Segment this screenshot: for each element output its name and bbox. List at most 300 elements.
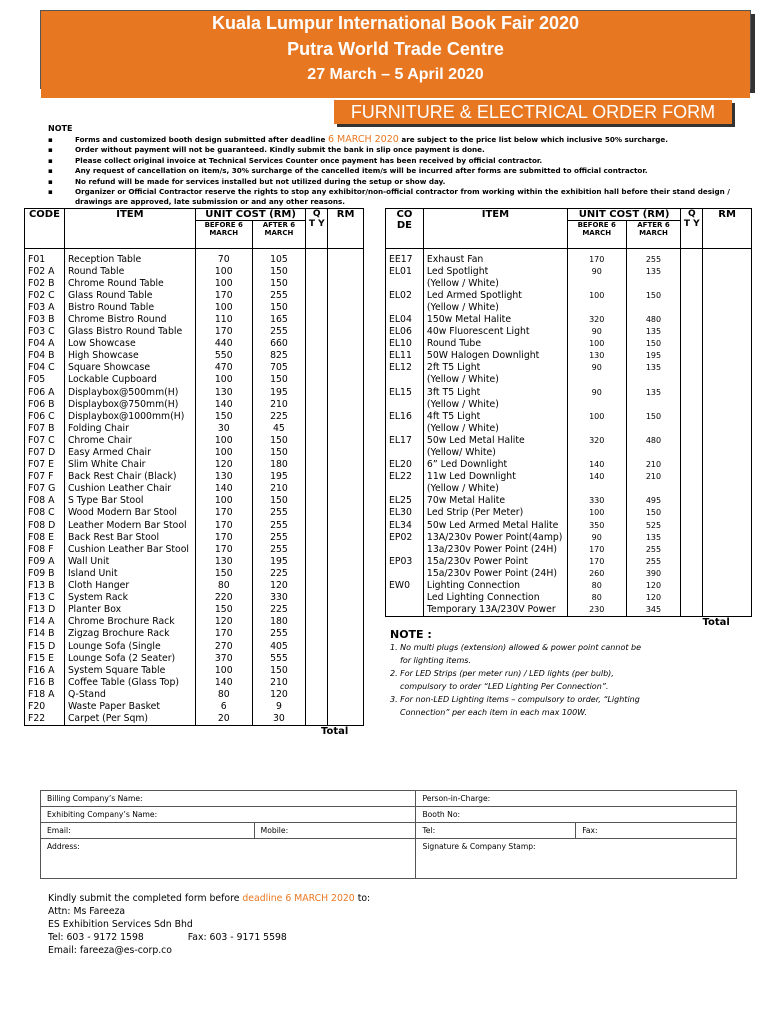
after-price-cell: 195 <box>252 471 306 483</box>
rm-cell[interactable] <box>703 399 752 411</box>
qty-cell[interactable] <box>681 278 703 290</box>
item-cell: Displaybox@1000mm(H) <box>64 411 195 423</box>
qty-cell[interactable] <box>681 483 703 495</box>
rm-cell[interactable] <box>703 447 752 459</box>
qty-cell[interactable] <box>681 423 703 435</box>
rm-cell[interactable] <box>328 616 364 628</box>
booth-no-field[interactable]: Booth No: <box>416 807 737 823</box>
after-price-cell: 480 <box>626 314 681 326</box>
form-title: FURNITURE & ELECTRICAL ORDER FORM <box>334 100 732 124</box>
note-line: Connection” per each item in each max 100W. <box>400 708 587 717</box>
rm-cell[interactable] <box>703 411 752 423</box>
code-cell: F04 A <box>25 338 65 350</box>
after-price-cell: 150 <box>626 290 681 302</box>
before-price-cell: 100 <box>195 447 252 459</box>
tel-field[interactable]: Tel: <box>416 823 576 839</box>
fax-field[interactable]: Fax: <box>576 823 737 839</box>
item-cell: High Showcase <box>64 350 195 362</box>
rm-cell[interactable] <box>328 266 364 278</box>
rm-cell[interactable] <box>328 556 364 568</box>
before-price-cell: 370 <box>195 653 252 665</box>
qty-cell[interactable] <box>306 338 328 350</box>
table-row <box>386 580 752 592</box>
item-cell: Led Lighting Connection <box>423 592 567 604</box>
code-cell: F03 B <box>25 314 65 326</box>
after-price-cell: 330 <box>252 592 306 604</box>
rm-cell[interactable] <box>703 483 752 495</box>
code-cell <box>386 447 424 459</box>
table-row <box>25 350 364 362</box>
code-cell: F07 E <box>25 459 65 471</box>
billing-company-field[interactable]: Billing Company’s Name: <box>41 791 416 807</box>
qty-cell[interactable] <box>681 532 703 544</box>
code-cell: F08 F <box>25 544 65 556</box>
table-row <box>386 495 752 507</box>
item-cell: (Yellow / White) <box>423 399 567 411</box>
after-price-cell <box>626 278 681 290</box>
qty-cell[interactable] <box>306 435 328 447</box>
item-cell: 15a/230v Power Point <box>423 556 567 568</box>
qty-cell[interactable] <box>681 459 703 471</box>
rm-cell[interactable] <box>328 326 364 338</box>
rm-cell[interactable] <box>703 568 752 580</box>
qty-cell[interactable] <box>681 362 703 374</box>
rm-cell[interactable] <box>328 604 364 616</box>
item-cell: Chrome Bistro Round <box>64 314 195 326</box>
rm-cell[interactable] <box>703 495 752 507</box>
before-price-cell: 170 <box>195 290 252 302</box>
contact-line <box>48 931 370 944</box>
code-cell: EL34 <box>386 520 424 532</box>
table-row <box>386 387 752 399</box>
electrical-table <box>385 208 752 629</box>
before-price-cell: 80 <box>195 580 252 592</box>
table-row <box>25 459 364 471</box>
qty-cell[interactable] <box>306 423 328 435</box>
qty-cell[interactable] <box>681 556 703 568</box>
deadline-highlight: 6 MARCH 2020 <box>327 134 399 145</box>
rm-cell[interactable] <box>703 350 752 362</box>
item-cell: 13a/230v Power Point (24H) <box>423 544 567 556</box>
qty-cell[interactable] <box>306 290 328 302</box>
qty-cell[interactable] <box>306 653 328 665</box>
item-cell: Leather Modern Bar Stool <box>64 520 195 532</box>
before-price-cell: 100 <box>567 290 626 302</box>
code-cell: F02 C <box>25 290 65 302</box>
table-row <box>386 254 752 266</box>
qty-cell[interactable] <box>681 374 703 386</box>
qty-cell[interactable] <box>681 544 703 556</box>
rm-cell[interactable] <box>703 302 752 314</box>
rm-cell[interactable] <box>328 459 364 471</box>
table-row <box>25 254 364 266</box>
table-row <box>25 701 364 713</box>
after-price-cell <box>626 399 681 411</box>
qty-cell[interactable] <box>306 471 328 483</box>
rm-cell[interactable] <box>703 459 752 471</box>
rm-cell[interactable] <box>328 447 364 459</box>
qty-cell[interactable] <box>681 314 703 326</box>
rm-cell[interactable] <box>328 701 364 713</box>
furniture-table <box>24 208 364 738</box>
rm-cell[interactable] <box>703 604 752 617</box>
rm-cell[interactable] <box>328 495 364 507</box>
rm-cell[interactable] <box>703 435 752 447</box>
rm-cell[interactable] <box>328 290 364 302</box>
col-before: BEFORE 6 MARCH <box>567 221 626 249</box>
empty-cell <box>252 726 306 739</box>
empty-cell <box>195 726 252 739</box>
address-field[interactable]: Address: <box>41 839 416 879</box>
after-price-cell: 150 <box>626 338 681 350</box>
rm-cell[interactable] <box>328 435 364 447</box>
code-cell: EL22 <box>386 471 424 483</box>
after-price-cell: 825 <box>252 350 306 362</box>
qty-cell[interactable] <box>306 616 328 628</box>
rm-cell[interactable] <box>703 507 752 519</box>
after-price-cell: 225 <box>252 604 306 616</box>
item-cell: Slim White Chair <box>64 459 195 471</box>
table-row <box>386 423 752 435</box>
item-cell: Q-Stand <box>64 689 195 701</box>
qty-cell[interactable] <box>306 350 328 362</box>
qty-cell[interactable] <box>306 532 328 544</box>
item-cell: 50W Halogen Downlight <box>423 350 567 362</box>
qty-cell[interactable] <box>306 580 328 592</box>
qty-cell[interactable] <box>306 459 328 471</box>
qty-cell[interactable] <box>306 713 328 726</box>
item-cell: Waste Paper Basket <box>64 701 195 713</box>
note-item: ▪ Organizer or Official Contractor reserve the rights to stop any exhibitor/non-official contractor from working within the exhibition hall before their stand design / drawings are approved, late submission or and any other reasons. <box>48 187 738 208</box>
before-price-cell: 230 <box>567 604 626 617</box>
before-price-cell <box>567 374 626 386</box>
rm-cell[interactable] <box>328 532 364 544</box>
before-price-cell: 170 <box>567 254 626 266</box>
rm-cell[interactable] <box>703 290 752 302</box>
before-price-cell: 120 <box>195 459 252 471</box>
rm-cell[interactable] <box>703 387 752 399</box>
col-rm: RM <box>328 209 364 249</box>
qty-cell[interactable] <box>681 302 703 314</box>
rm-cell[interactable] <box>328 713 364 726</box>
after-price-cell: 120 <box>252 689 306 701</box>
rm-cell[interactable] <box>328 677 364 689</box>
before-price-cell: 100 <box>195 435 252 447</box>
after-price-cell: 135 <box>626 362 681 374</box>
qty-cell[interactable] <box>681 592 703 604</box>
rm-cell[interactable] <box>328 254 364 266</box>
after-price-cell <box>626 447 681 459</box>
table-row <box>386 507 752 519</box>
qty-cell[interactable] <box>306 447 328 459</box>
code-cell: EL25 <box>386 495 424 507</box>
table-row <box>25 290 364 302</box>
table-row <box>386 447 752 459</box>
note-text: Forms and customized booth design submitted after deadline <box>75 135 326 144</box>
mobile-field[interactable]: Mobile: <box>254 823 416 839</box>
before-price-cell: 550 <box>195 350 252 362</box>
code-cell: EL17 <box>386 435 424 447</box>
qty-cell[interactable] <box>306 568 328 580</box>
rm-cell[interactable] <box>328 483 364 495</box>
col-code: CO DE <box>386 209 424 249</box>
rm-cell[interactable] <box>328 374 364 386</box>
rm-cell[interactable] <box>703 338 752 350</box>
rm-cell[interactable] <box>703 266 752 278</box>
code-cell <box>386 302 424 314</box>
before-price-cell: 100 <box>195 374 252 386</box>
qty-cell[interactable] <box>306 399 328 411</box>
event-title: Kuala Lumpur International Book Fair 2020 <box>211 13 580 33</box>
before-price-cell: 100 <box>567 338 626 350</box>
qty-cell[interactable] <box>681 520 703 532</box>
rm-cell[interactable] <box>703 544 752 556</box>
table-row <box>25 435 364 447</box>
rm-cell[interactable] <box>703 592 752 604</box>
qty-cell[interactable] <box>681 254 703 266</box>
rm-cell[interactable] <box>703 520 752 532</box>
item-cell: Round Tube <box>423 338 567 350</box>
col-before: BEFORE 6 MARCH <box>195 221 252 249</box>
qty-cell[interactable] <box>681 266 703 278</box>
item-cell: Cushion Leather Chair <box>64 483 195 495</box>
table-row <box>386 483 752 495</box>
before-price-cell: 170 <box>195 520 252 532</box>
contact-email[interactable]: Email: fareeza@es-corp.co <box>48 945 172 956</box>
rm-cell[interactable] <box>328 592 364 604</box>
rm-cell[interactable] <box>328 423 364 435</box>
code-cell: F13 C <box>25 592 65 604</box>
rm-cell[interactable] <box>328 628 364 640</box>
rm-cell[interactable] <box>703 362 752 374</box>
qty-cell[interactable] <box>306 604 328 616</box>
rm-cell[interactable] <box>703 532 752 544</box>
item-cell: 50w Led Metal Halite <box>423 435 567 447</box>
before-price-cell: 6 <box>195 701 252 713</box>
table-row <box>386 459 752 471</box>
qty-cell[interactable] <box>681 580 703 592</box>
code-cell: F16 B <box>25 677 65 689</box>
rm-cell[interactable] <box>328 411 364 423</box>
qty-cell[interactable] <box>306 278 328 290</box>
before-price-cell: 170 <box>567 544 626 556</box>
item-cell: 13A/230v Power Point(4amp) <box>423 532 567 544</box>
qty-cell[interactable] <box>306 701 328 713</box>
rm-cell[interactable] <box>703 278 752 290</box>
before-price-cell: 140 <box>567 471 626 483</box>
code-cell: F07 C <box>25 435 65 447</box>
rm-cell[interactable] <box>703 254 752 266</box>
qty-cell[interactable] <box>306 483 328 495</box>
note-item: ▪ Order without payment will not be guaranteed. Kindly submit the bank in slip once payment is done. <box>48 145 738 155</box>
signature-field[interactable]: Signature & Company Stamp: <box>416 839 737 879</box>
rm-cell[interactable] <box>328 580 364 592</box>
qty-cell[interactable] <box>681 338 703 350</box>
table-row <box>25 677 364 689</box>
qty-cell[interactable] <box>306 362 328 374</box>
rm-cell[interactable] <box>328 338 364 350</box>
rm-cell[interactable] <box>703 326 752 338</box>
rm-cell[interactable] <box>703 580 752 592</box>
rm-cell[interactable] <box>703 423 752 435</box>
table-row <box>25 713 364 726</box>
qty-cell[interactable] <box>681 399 703 411</box>
item-cell: Back Rest Chair (Black) <box>64 471 195 483</box>
rm-cell[interactable] <box>328 641 364 653</box>
item-cell: Folding Chair <box>64 423 195 435</box>
qty-cell[interactable] <box>306 374 328 386</box>
table-row <box>25 447 364 459</box>
item-cell: S Type Bar Stool <box>64 495 195 507</box>
item-cell: Lockable Cupboard <box>64 374 195 386</box>
after-price-cell: 180 <box>252 459 306 471</box>
rm-cell[interactable] <box>328 665 364 677</box>
qty-cell[interactable] <box>681 387 703 399</box>
rm-cell[interactable] <box>328 689 364 701</box>
code-cell <box>386 483 424 495</box>
qty-cell[interactable] <box>306 544 328 556</box>
rm-cell[interactable] <box>703 471 752 483</box>
before-price-cell <box>567 399 626 411</box>
rm-cell[interactable] <box>328 278 364 290</box>
rm-cell[interactable] <box>703 374 752 386</box>
rm-cell[interactable] <box>328 362 364 374</box>
fax: Fax: 603 - 9171 5598 <box>187 932 287 943</box>
item-cell: 50w Led Armed Metal Halite <box>423 520 567 532</box>
rm-cell[interactable] <box>328 520 364 532</box>
after-price-cell: 135 <box>626 266 681 278</box>
item-cell: Reception Table <box>64 254 195 266</box>
qty-cell[interactable] <box>681 447 703 459</box>
table-row <box>386 338 752 350</box>
qty-cell[interactable] <box>306 520 328 532</box>
qty-cell[interactable] <box>306 411 328 423</box>
qty-cell[interactable] <box>306 326 328 338</box>
total-label: Total <box>320 726 349 738</box>
rm-cell[interactable] <box>328 653 364 665</box>
email-field[interactable]: Email: <box>41 823 255 839</box>
before-price-cell: 100 <box>195 665 252 677</box>
rm-cell[interactable] <box>328 350 364 362</box>
rm-cell[interactable] <box>328 544 364 556</box>
before-price-cell: 350 <box>567 520 626 532</box>
rm-cell[interactable] <box>328 399 364 411</box>
person-in-charge-field[interactable]: Person-in-Charge: <box>416 791 737 807</box>
qty-cell[interactable] <box>681 350 703 362</box>
qty-cell[interactable] <box>306 266 328 278</box>
table-row <box>386 399 752 411</box>
qty-cell[interactable] <box>306 556 328 568</box>
before-price-cell: 80 <box>567 592 626 604</box>
table-row <box>25 374 364 386</box>
rm-cell[interactable] <box>703 314 752 326</box>
item-cell: Chrome Chair <box>64 435 195 447</box>
item-cell: Cloth Hanger <box>64 580 195 592</box>
rm-cell[interactable] <box>328 471 364 483</box>
venue: Putra World Trade Centre <box>287 39 504 59</box>
after-price-cell: 255 <box>626 544 681 556</box>
qty-cell[interactable] <box>681 507 703 519</box>
instruction-text: to: <box>357 893 371 904</box>
qty-cell[interactable] <box>306 677 328 689</box>
after-price-cell: 345 <box>626 604 681 617</box>
code-cell: F08 E <box>25 532 65 544</box>
deadline-text: deadline 6 MARCH 2020 <box>242 893 355 904</box>
after-price-cell: 165 <box>252 314 306 326</box>
after-price-cell: 255 <box>252 544 306 556</box>
code-cell <box>386 423 424 435</box>
before-price-cell <box>567 302 626 314</box>
qty-cell[interactable] <box>306 628 328 640</box>
note-line: 1. No multi plugs (extension) allowed & power point cannot be <box>390 643 642 652</box>
code-cell: EL10 <box>386 338 424 350</box>
before-price-cell: 90 <box>567 532 626 544</box>
qty-cell[interactable] <box>306 495 328 507</box>
qty-cell[interactable] <box>681 290 703 302</box>
item-cell: Glass Round Table <box>64 290 195 302</box>
qty-cell[interactable] <box>681 471 703 483</box>
item-cell: Chrome Brochure Rack <box>64 616 195 628</box>
qty-cell[interactable] <box>306 689 328 701</box>
qty-cell[interactable] <box>306 302 328 314</box>
before-price-cell: 170 <box>195 532 252 544</box>
qty-cell[interactable] <box>306 641 328 653</box>
rm-cell[interactable] <box>328 568 364 580</box>
after-price-cell: 660 <box>252 338 306 350</box>
code-cell: EW0 <box>386 580 424 592</box>
qty-cell[interactable] <box>681 604 703 617</box>
item-cell: (Yellow / White) <box>423 278 567 290</box>
qty-cell[interactable] <box>681 495 703 507</box>
before-price-cell <box>567 447 626 459</box>
rm-cell[interactable] <box>328 507 364 519</box>
code-cell: EL04 <box>386 314 424 326</box>
code-cell: F07 B <box>25 423 65 435</box>
after-price-cell: 135 <box>626 532 681 544</box>
submission-info <box>48 892 370 957</box>
table-row <box>25 411 364 423</box>
qty-cell[interactable] <box>681 435 703 447</box>
rm-cell[interactable] <box>328 314 364 326</box>
qty-cell[interactable] <box>306 314 328 326</box>
exhibiting-company-field[interactable]: Exhibiting Company’s Name: <box>41 807 416 823</box>
qty-cell[interactable] <box>306 665 328 677</box>
qty-cell[interactable] <box>681 568 703 580</box>
before-price-cell: 110 <box>195 314 252 326</box>
item-cell: 2ft T5 Light <box>423 362 567 374</box>
before-price-cell: 90 <box>567 362 626 374</box>
qty-cell[interactable] <box>306 592 328 604</box>
qty-cell[interactable] <box>681 326 703 338</box>
item-cell: Led Spotlight <box>423 266 567 278</box>
table-row <box>25 278 364 290</box>
qty-cell[interactable] <box>306 254 328 266</box>
table-row <box>25 520 364 532</box>
qty-cell[interactable] <box>306 507 328 519</box>
code-cell: F14 A <box>25 616 65 628</box>
after-price-cell: 150 <box>252 278 306 290</box>
rm-cell[interactable] <box>703 556 752 568</box>
table-row <box>25 423 364 435</box>
after-price-cell: 225 <box>252 411 306 423</box>
rm-cell[interactable] <box>328 387 364 399</box>
after-price-cell: 705 <box>252 362 306 374</box>
item-cell: Glass Bistro Round Table <box>64 326 195 338</box>
rm-cell[interactable] <box>328 302 364 314</box>
col-qty: Q T Y <box>681 209 703 249</box>
qty-cell[interactable] <box>681 411 703 423</box>
qty-cell[interactable] <box>306 387 328 399</box>
